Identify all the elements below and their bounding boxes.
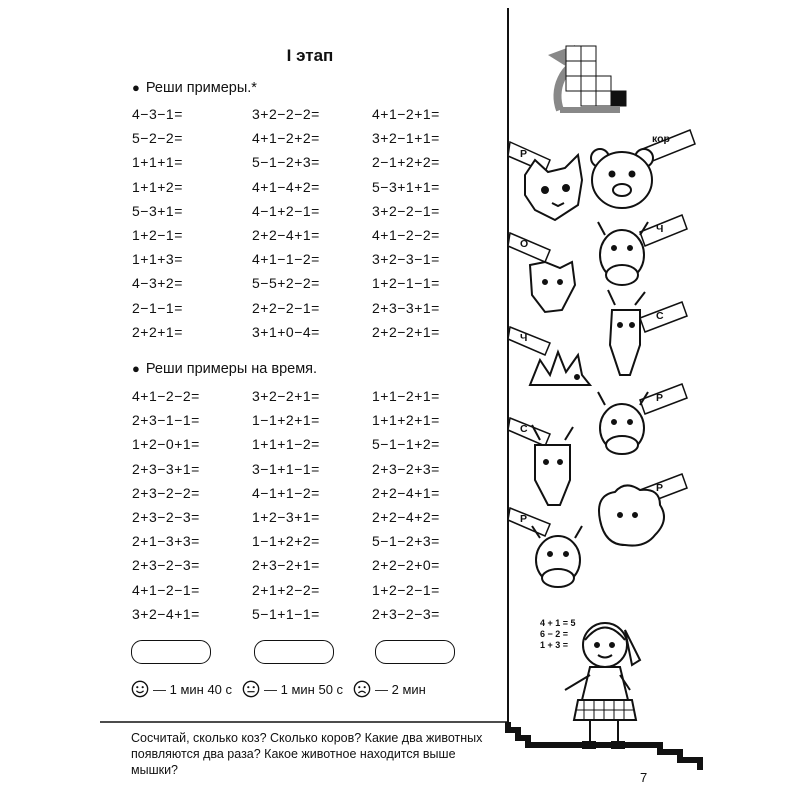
math-example: 4+1−2+2= [252, 130, 320, 147]
sheep-icon [599, 485, 664, 545]
math-example: 1+2−1= [132, 227, 183, 244]
math-example: 1+1+3= [132, 251, 183, 268]
math-example: 1+2−2−1= [372, 581, 440, 598]
math-example: 2+2−4+1= [252, 227, 320, 244]
page-number: 7 [640, 770, 648, 785]
math-example: 1+2−3+1= [252, 509, 320, 526]
math-example: 3+2−4+1= [132, 605, 200, 622]
math-example: 1−1+2+1= [252, 412, 320, 429]
math-example: 1+2−1−1= [372, 275, 440, 292]
bullet-icon: ● [132, 80, 140, 95]
timing-legend [131, 680, 436, 698]
example-row [132, 296, 492, 320]
math-example: 5−1−2+3= [372, 533, 440, 550]
math-example: 1+1+2= [132, 178, 183, 195]
cow-icon [532, 526, 582, 587]
math-example: 2+2+1= [132, 323, 183, 340]
question-text: Сосчитай, сколько коз? Сколько коров? Какие два животных появляются два раза? Какое животное находится выше мышки? [131, 731, 483, 777]
cat-icon [525, 155, 582, 220]
math-example: 2+3−3+1= [132, 460, 200, 477]
task1-label: Реши примеры.* [145, 80, 257, 96]
answer-boxes [131, 640, 471, 666]
example-row [132, 126, 492, 150]
math-example: 4−3+2= [132, 275, 183, 292]
math-example: 2+2−2+0= [372, 557, 440, 574]
task2-label: Реши примеры на время. [145, 361, 318, 377]
math-example: 1+1+1= [132, 154, 183, 171]
math-example: 4−3−1= [132, 106, 183, 123]
math-example: 3+2−2−1= [372, 202, 440, 219]
math-example: 5−3+1+1= [372, 178, 440, 195]
math-example: 2+2−2+1= [372, 323, 440, 340]
timing-text: — 2 мин [375, 681, 426, 697]
math-example: 2+2−2−1= [252, 299, 320, 316]
bear-icon [591, 149, 653, 208]
board-line: 1 + 3 = [540, 640, 569, 650]
math-example: 4+1−2+1= [372, 106, 440, 123]
example-row [132, 529, 492, 553]
math-example: 2+2−4+2= [372, 509, 440, 526]
crayon-label: Ч [520, 332, 528, 344]
crayon-label: С [520, 423, 528, 435]
crayon-label: Р [656, 392, 664, 404]
example-row [132, 320, 492, 344]
math-example: 4+1−2−1= [132, 581, 200, 598]
math-example: 2+3−2−3= [372, 605, 440, 622]
example-row [132, 578, 492, 602]
task1-instruction [132, 80, 257, 96]
crayon-label: О [520, 238, 529, 250]
math-example: 2+2−4+1= [372, 484, 440, 501]
example-row [132, 102, 492, 126]
page-title: I этап [286, 46, 334, 65]
girl-icon [565, 623, 640, 748]
example-row [132, 457, 492, 481]
math-example: 5−5+2−2= [252, 275, 320, 292]
example-row [132, 247, 492, 271]
neutral-face-icon [242, 680, 260, 698]
math-example: 5−1−2+3= [252, 154, 320, 171]
answer-box[interactable] [131, 640, 211, 664]
timing-text: — 1 мин 40 с [153, 681, 233, 697]
crayon-label: Р [656, 482, 664, 494]
math-example: 4+1−4+2= [252, 178, 320, 195]
girl-board [540, 618, 576, 651]
example-row [132, 150, 492, 174]
example-row [132, 223, 492, 247]
math-example: 1+2−0+1= [132, 436, 200, 453]
timing-sad [353, 680, 426, 698]
task2-instruction [132, 361, 317, 377]
math-example: 1+1+1−2= [252, 436, 320, 453]
crayon-label: Р [520, 148, 528, 160]
example-row [132, 199, 492, 223]
example-row [132, 271, 492, 295]
math-example: 4−1+2−1= [252, 202, 320, 219]
math-example: 3+2−2+1= [252, 388, 320, 405]
math-example: 2+3−2−2= [132, 484, 200, 501]
math-example: 2+3−3+1= [372, 299, 440, 316]
example-row [132, 408, 492, 432]
crayon-label: кор [652, 133, 670, 145]
goat-icon [608, 290, 645, 375]
answer-box[interactable] [375, 640, 455, 664]
math-example: 5−1−1+2= [372, 436, 440, 453]
goat-icon [530, 262, 575, 312]
crayon-label: Р [520, 513, 528, 525]
math-example: 5−1+1−1= [252, 605, 320, 622]
example-row [132, 175, 492, 199]
math-example: 2+3−2+3= [372, 460, 440, 477]
math-example: 1+1+2+1= [372, 412, 440, 429]
task1-examples-grid [132, 102, 492, 344]
timing-neutral [242, 680, 343, 698]
example-row [132, 505, 492, 529]
math-example: 4+1−2−2= [132, 388, 200, 405]
goat-icon [532, 425, 573, 505]
timing-text: — 1 мин 50 с [264, 681, 344, 697]
hedgehog-icon [530, 352, 590, 385]
math-example: 1−1+2+2= [252, 533, 320, 550]
sad-face-icon [353, 680, 371, 698]
crayon-label: Ч [656, 223, 664, 235]
math-example: 2−1+2+2= [372, 154, 440, 171]
board-line: 6 − 2 = [540, 629, 569, 639]
math-example: 5−3+1= [132, 202, 183, 219]
math-example: 5−2−2= [132, 130, 183, 147]
math-example: 1+1−2+1= [372, 388, 440, 405]
math-example: 2+1+2−2= [252, 581, 320, 598]
example-row [132, 384, 492, 408]
board-line: 4 + 1 = 5 [540, 618, 576, 628]
math-example: 3+2−2−2= [252, 106, 320, 123]
math-example: 2+3−2−3= [132, 557, 200, 574]
math-example: 3+2−3−1= [372, 251, 440, 268]
example-row [132, 481, 492, 505]
timing-happy [131, 680, 232, 698]
math-example: 4−1+1−2= [252, 484, 320, 501]
example-row [132, 432, 492, 456]
stair-border [508, 722, 700, 770]
answer-box[interactable] [254, 640, 334, 664]
math-example: 3+1+0−4= [252, 323, 320, 340]
math-example: 2−1−1= [132, 299, 183, 316]
math-example: 4+1−1−2= [252, 251, 320, 268]
math-example: 3−1+1−1= [252, 460, 320, 477]
crayon-label: С [656, 310, 664, 322]
math-example: 3+2−1+1= [372, 130, 440, 147]
example-row [132, 602, 492, 626]
bullet-icon: ● [132, 361, 140, 376]
math-example: 4+1−2−2= [372, 227, 440, 244]
task2-examples-grid [132, 384, 492, 626]
math-example: 2+3−2+1= [252, 557, 320, 574]
math-example: 2+3−1−1= [132, 412, 200, 429]
math-example: 2+1−3+3= [132, 533, 200, 550]
happy-face-icon [131, 680, 149, 698]
math-example: 2+3−2−3= [132, 509, 200, 526]
example-row [132, 553, 492, 577]
